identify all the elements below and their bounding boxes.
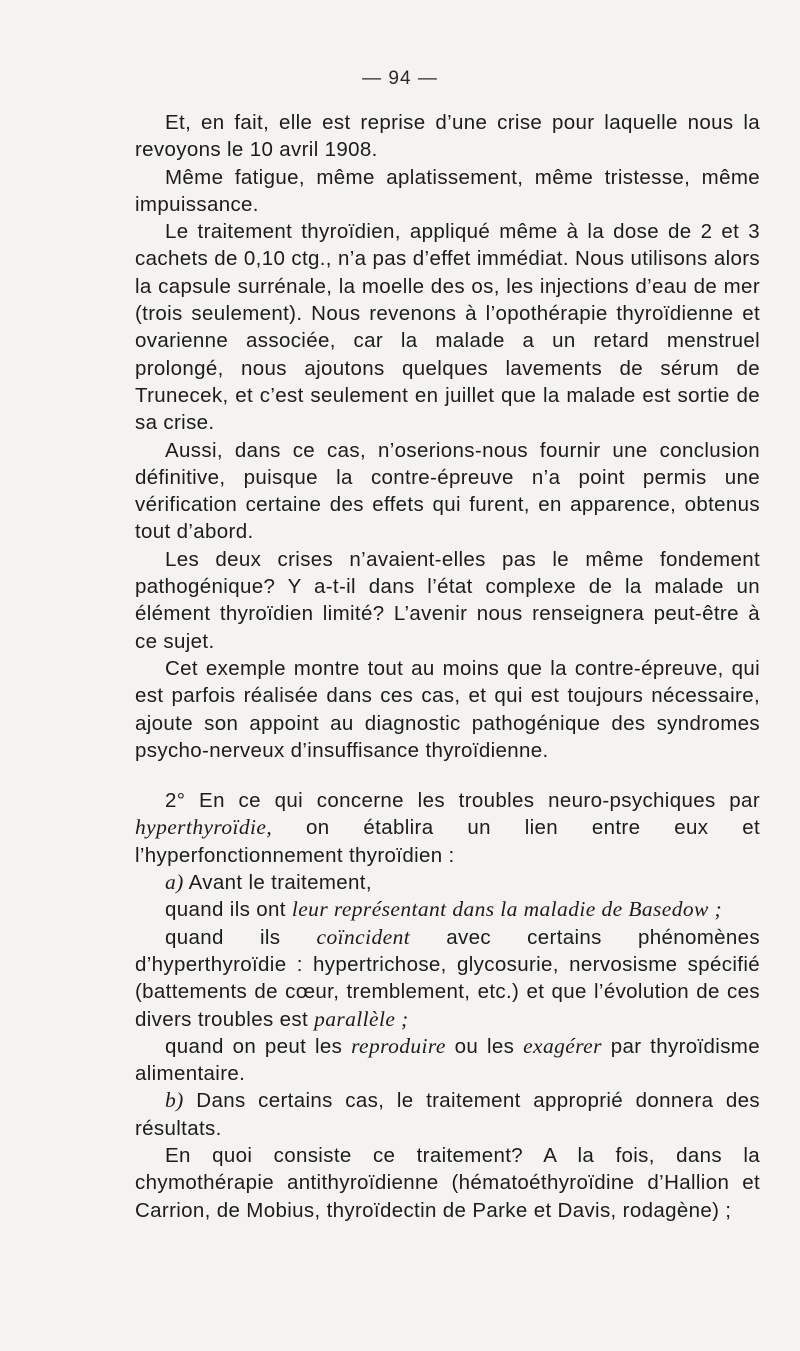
- item3-mid: ou les: [445, 1034, 524, 1058]
- intro-suffix: on établira un lien entre eux et l’hyperfonctionnement thyroïdien :: [135, 816, 760, 867]
- item3-suffix: par thyroïdisme alimentaire.: [135, 1034, 760, 1086]
- paragraph: Et, en fait, elle est reprise d’une crise pour laquelle nous la revoyons le 10 avril 1908.: [135, 111, 760, 162]
- intro-italic: hyperthyroïdie,: [135, 815, 273, 840]
- item2-prefix: quand ils: [165, 925, 317, 949]
- item1-prefix: quand ils ont: [165, 898, 292, 922]
- item-b-label: b): [165, 1088, 184, 1113]
- item-b-text: Dans certains cas, le traitement approprié donnera des résultats.: [135, 1089, 760, 1140]
- item-1: [135, 896, 760, 923]
- intro-prefix: 2° En ce qui concerne les troubles neuro-psychiques par: [165, 789, 760, 813]
- item1-italic: leur représentant dans la maladie de Basedow ;: [291, 897, 723, 922]
- section2-intro: [135, 787, 760, 869]
- paragraph: Les deux crises n’avaient-elles pas le même fondement pathogénique? Y a-t-il dans l’état complexe de la malade un élément thyroïdien limité? L’avenir nous renseignera peut-être à ce sujet.: [135, 547, 760, 653]
- item-a-label: a): [165, 870, 184, 895]
- section-gap: [135, 764, 760, 787]
- paragraph: Le traitement thyroïdien, appliqué même à la dose de 2 et 3 cachets de 0,10 ctg., n’a pas d’effet immédiat. Nous utilisons alors la capsule surrénale, la moelle des os, les injections d’eau de mer (trois seulement). Nous revenons à l’opothérapie thyroïdienne et ovarienne associée, car la malade a un retard menstruel prolongé, nous ajoutons quelques lavements de sérum de Trunecek, et c’est seulement en juillet que la malade est sortie de sa crise.: [135, 220, 760, 435]
- item-2: [135, 924, 760, 1033]
- item-a-text: Avant le traitement,: [183, 871, 372, 895]
- item2-italic: coïncident: [316, 924, 411, 949]
- paragraph-last: En quoi consiste ce traitement? A la fois, dans la chymothérapie antithyroïdienne (hématoéthyroïdine d’Hallion et Carrion, de Mobius, thyroïdectin de Parke et Davis, rodagène) ;: [135, 1143, 760, 1222]
- item3-italic2: exagérer: [523, 1033, 602, 1058]
- item3-italic: reproduire: [351, 1033, 446, 1058]
- paragraph: Aussi, dans ce cas, n’oserions-nous fournir une conclusion définitive, puisque la contre-épreuve n’a point permis une vérification certaine des effets qui furent, en apparence, obtenus tout d’abord.: [135, 438, 760, 544]
- paragraph: Cet exemple montre tout au moins que la contre-épreuve, qui est parfois réalisée dans ces cas, et qui est toujours nécessaire, ajoute son appoint au diagnostic pathogénique des syndromes psycho-nerveux d’insuffisance thyroïdienne.: [135, 656, 760, 762]
- item-3: [135, 1033, 760, 1088]
- item2-suffix: avec certains phénomènes d’hyperthyroïdie : hypertrichose, glycosurie, nervosisme spécifié (battements de cœur, tremblement, etc.) et que l’évolution de ces divers troubles est: [135, 925, 760, 1031]
- page-number: — 94 —: [362, 68, 438, 89]
- item3-prefix: quand on peut les: [165, 1034, 352, 1058]
- body-text: [135, 109, 760, 1224]
- item-a: [135, 869, 760, 896]
- item-b: [135, 1087, 760, 1142]
- paragraph: Même fatigue, même aplatissement, même tristesse, même impuissance.: [135, 165, 760, 216]
- item2-italic2: parallèle ;: [314, 1006, 409, 1031]
